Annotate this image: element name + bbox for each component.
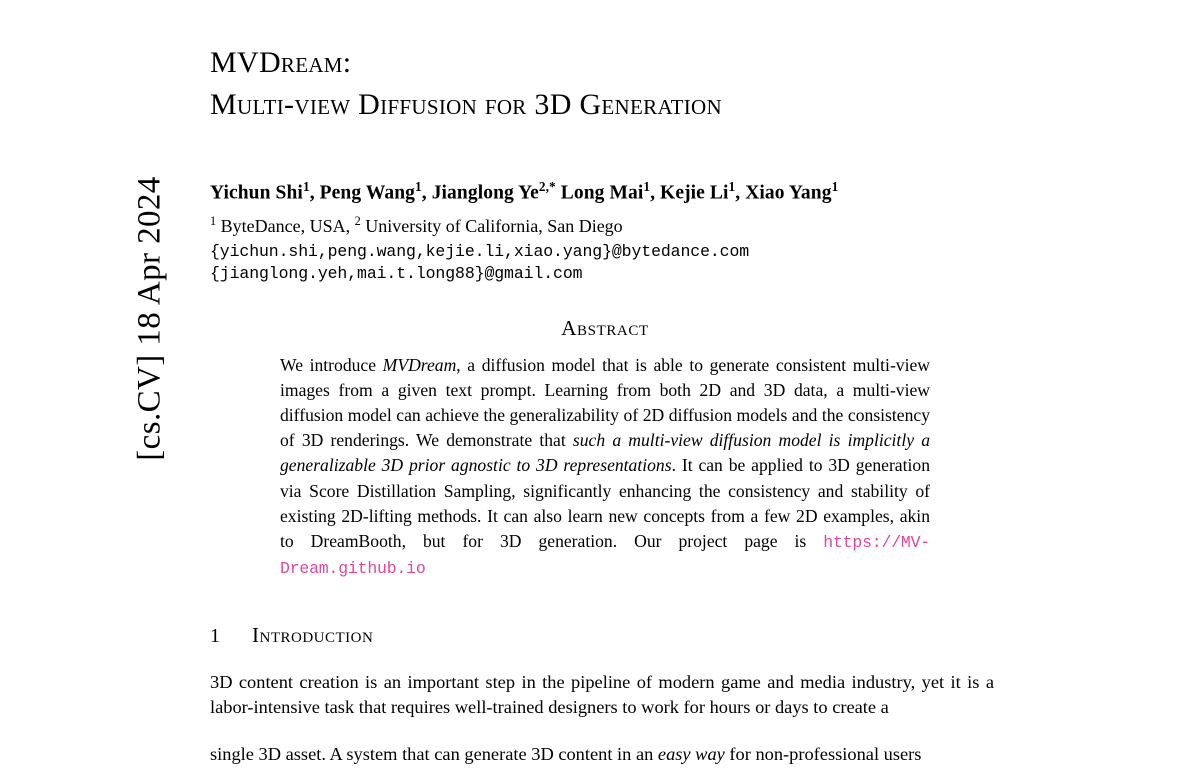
author-sup-3: 2,* xyxy=(538,179,556,194)
paper-page xyxy=(210,0,1000,764)
arxiv-stamp-text: [cs.CV] 18 Apr 2024 xyxy=(131,176,168,461)
author-name-6: Xiao Yang xyxy=(745,182,832,204)
affiliation-marker-2: 2 xyxy=(354,213,361,228)
paper-title-line-1: MVDream: xyxy=(210,46,352,79)
abstract-text xyxy=(280,353,930,582)
section-title: Introduction xyxy=(252,623,374,648)
paper-title xyxy=(210,42,1000,126)
abstract-part-1: We introduce xyxy=(280,354,383,375)
intro-cont-post: for non-professional users xyxy=(724,743,922,764)
affiliation-1: ByteDance, USA, xyxy=(220,215,351,236)
abstract-heading: Abstract xyxy=(561,315,649,340)
affiliation-marker-1: 1 xyxy=(210,213,217,228)
author-sup-5: 1 xyxy=(728,179,736,194)
intro-cont-pre: single 3D asset. A system that can generate 3D content in an xyxy=(210,743,658,764)
author-sup-1: 1 xyxy=(302,179,310,194)
affiliation-2: University of California, San Diego xyxy=(365,215,623,236)
email-block xyxy=(210,241,1000,286)
section-heading-introduction xyxy=(210,623,1000,648)
email-line-1: {yichun.shi,peng.wang,kejie.li,xiao.yang}@bytedance.com xyxy=(210,241,750,261)
abstract-part-3: . It can be applied to 3D generation via Score Distillation Sampling, significantly enhancing the consistency and stability of existing 2D-lifting methods. It can also learn new concepts from a few 2D examples, akin to DreamBooth, but for 3D generation. Our project page is xyxy=(280,455,930,551)
abstract-italic-mvdream: MVDream xyxy=(382,354,457,375)
author-list: Yichun Shi$^1$, Peng Wang$^1$, Jianglong $Ye^{2,*}$ Long Mai$^1$, Kejie Li$^1$, Xiao Yang$^1$ xyxy=(210,179,839,204)
arxiv-vertical-stamp xyxy=(0,0,168,648)
author-name-5: Kejie Li xyxy=(660,182,729,204)
project-page-link[interactable]: https://MV-Dream.github.io xyxy=(280,532,930,579)
author-sup-4: 1 xyxy=(643,179,651,194)
intro-cont-italic: easy way xyxy=(657,743,725,764)
author-sup-2: 1 xyxy=(415,179,422,194)
intro-paragraph-1-continued xyxy=(210,742,994,768)
section-number: 1 xyxy=(210,625,220,648)
author-name-4: Long Mai xyxy=(560,182,644,204)
email-line-2: {jianglong.yeh,mai.t.long88}@gmail.com xyxy=(210,264,583,283)
author-name-2: Peng Wang xyxy=(319,182,415,204)
abstract-italic-claim: such a multi-view diffusion model is implicitly a generalizable 3D prior agnostic to 3D representations xyxy=(280,430,930,476)
author-name-1: Yichun Shi xyxy=(210,182,303,204)
intro-paragraph-1: 3D content creation is an important step in the pipeline of modern game and media industry, yet it is a labor-intensive task that requires well-trained designers to work for hours or days to create a xyxy=(210,672,994,717)
author-sup-6: 1 xyxy=(831,179,839,194)
affiliations xyxy=(210,209,1000,238)
paper-title-line-2: Multi-view Diffusion for 3D Generation xyxy=(210,88,722,121)
abstract-part-2: , a diffusion model that is able to generate consistent multi-view images from a given text prompt. Learning from both 2D and 3D data, a multi-view diffusion model can achieve the generalizability of 2D diffusion models and the consistency of 3D renderings. We demonstrate that xyxy=(280,354,930,451)
author-name-3: Jianglong Ye xyxy=(431,182,539,204)
